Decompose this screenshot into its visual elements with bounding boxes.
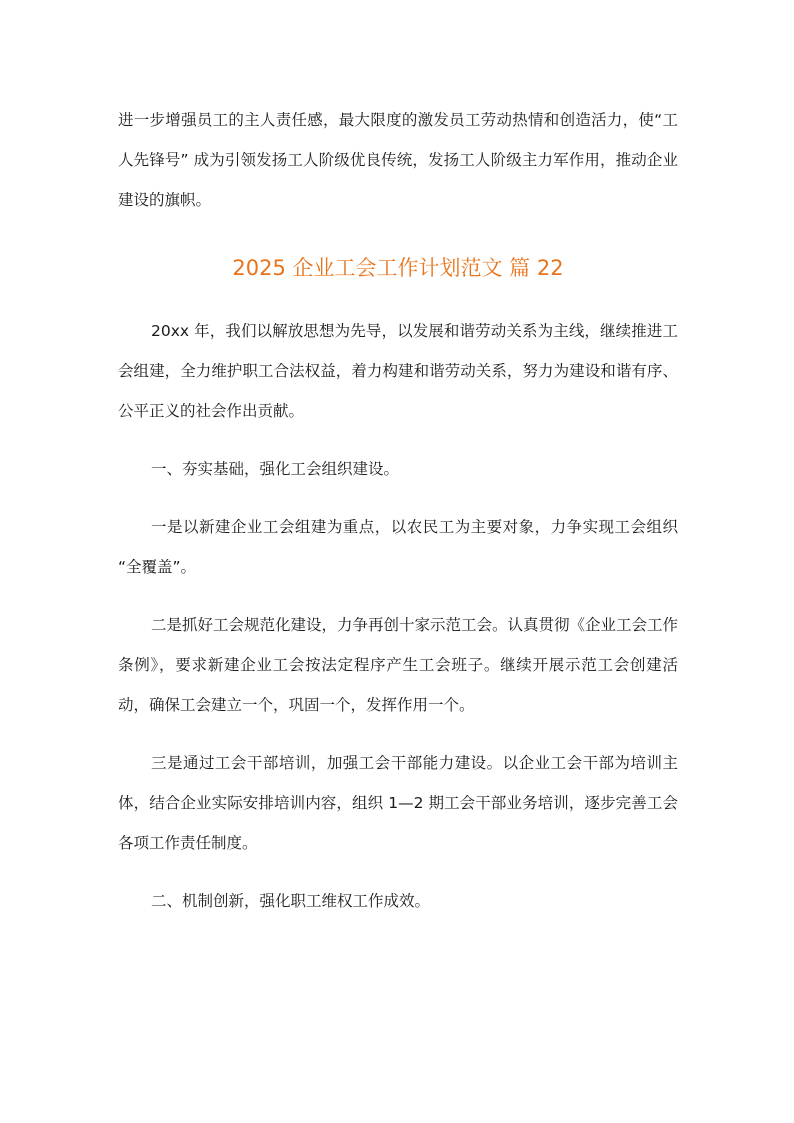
paragraph-point-one: 一是以新建企业工会组建为重点，以农民工为主要对象，力争实现工会组织 “全覆盖”。 — [118, 518, 678, 576]
paragraph-point-two: 二是抓好工会规范化建设，力争再创十家示范工会。认真贯彻《企业工会工作条例》，要求新建企业工会按法定程序产生工会班子。继续开展示范工会创建活动，确保工会建立一个，巩固一个，发挥作用一个。 — [118, 616, 679, 714]
section-title: 2025 企业工会工作计划范文 篇 22 — [232, 256, 564, 280]
intro-paragraph: 进一步增强员工的主人责任感，最大限度的激发员工劳动热情和创造活力，使“工人先锋号” 成为引领发扬工人阶级优良传统，发扬工人阶级主力军作用，推动企业建设的旗帜。 — [118, 111, 678, 209]
paragraph-overview: 20xx 年，我们以解放思想为先导，以发展和谐劳动关系为主线，继续推进工会组建，全力维护职工合法权益，着力构建和谐劳动关系，努力为建设和谐有序、公平正义的社会作出贡献。 — [118, 322, 678, 420]
heading-section-two: 二、机制创新，强化职工维权工作成效。 — [151, 892, 431, 910]
paragraph-point-three: 三是通过工会干部培训，加强工会干部能力建设。以企业工会干部为培训主体，结合企业实际安排培训内容，组织 1—2 期工会干部业务培训，逐步完善工会各项工作责任制度。 — [118, 754, 678, 852]
document-page — [118, 100, 678, 921]
heading-section-one: 一、夯实基础，强化工会组织建设。 — [151, 460, 400, 478]
